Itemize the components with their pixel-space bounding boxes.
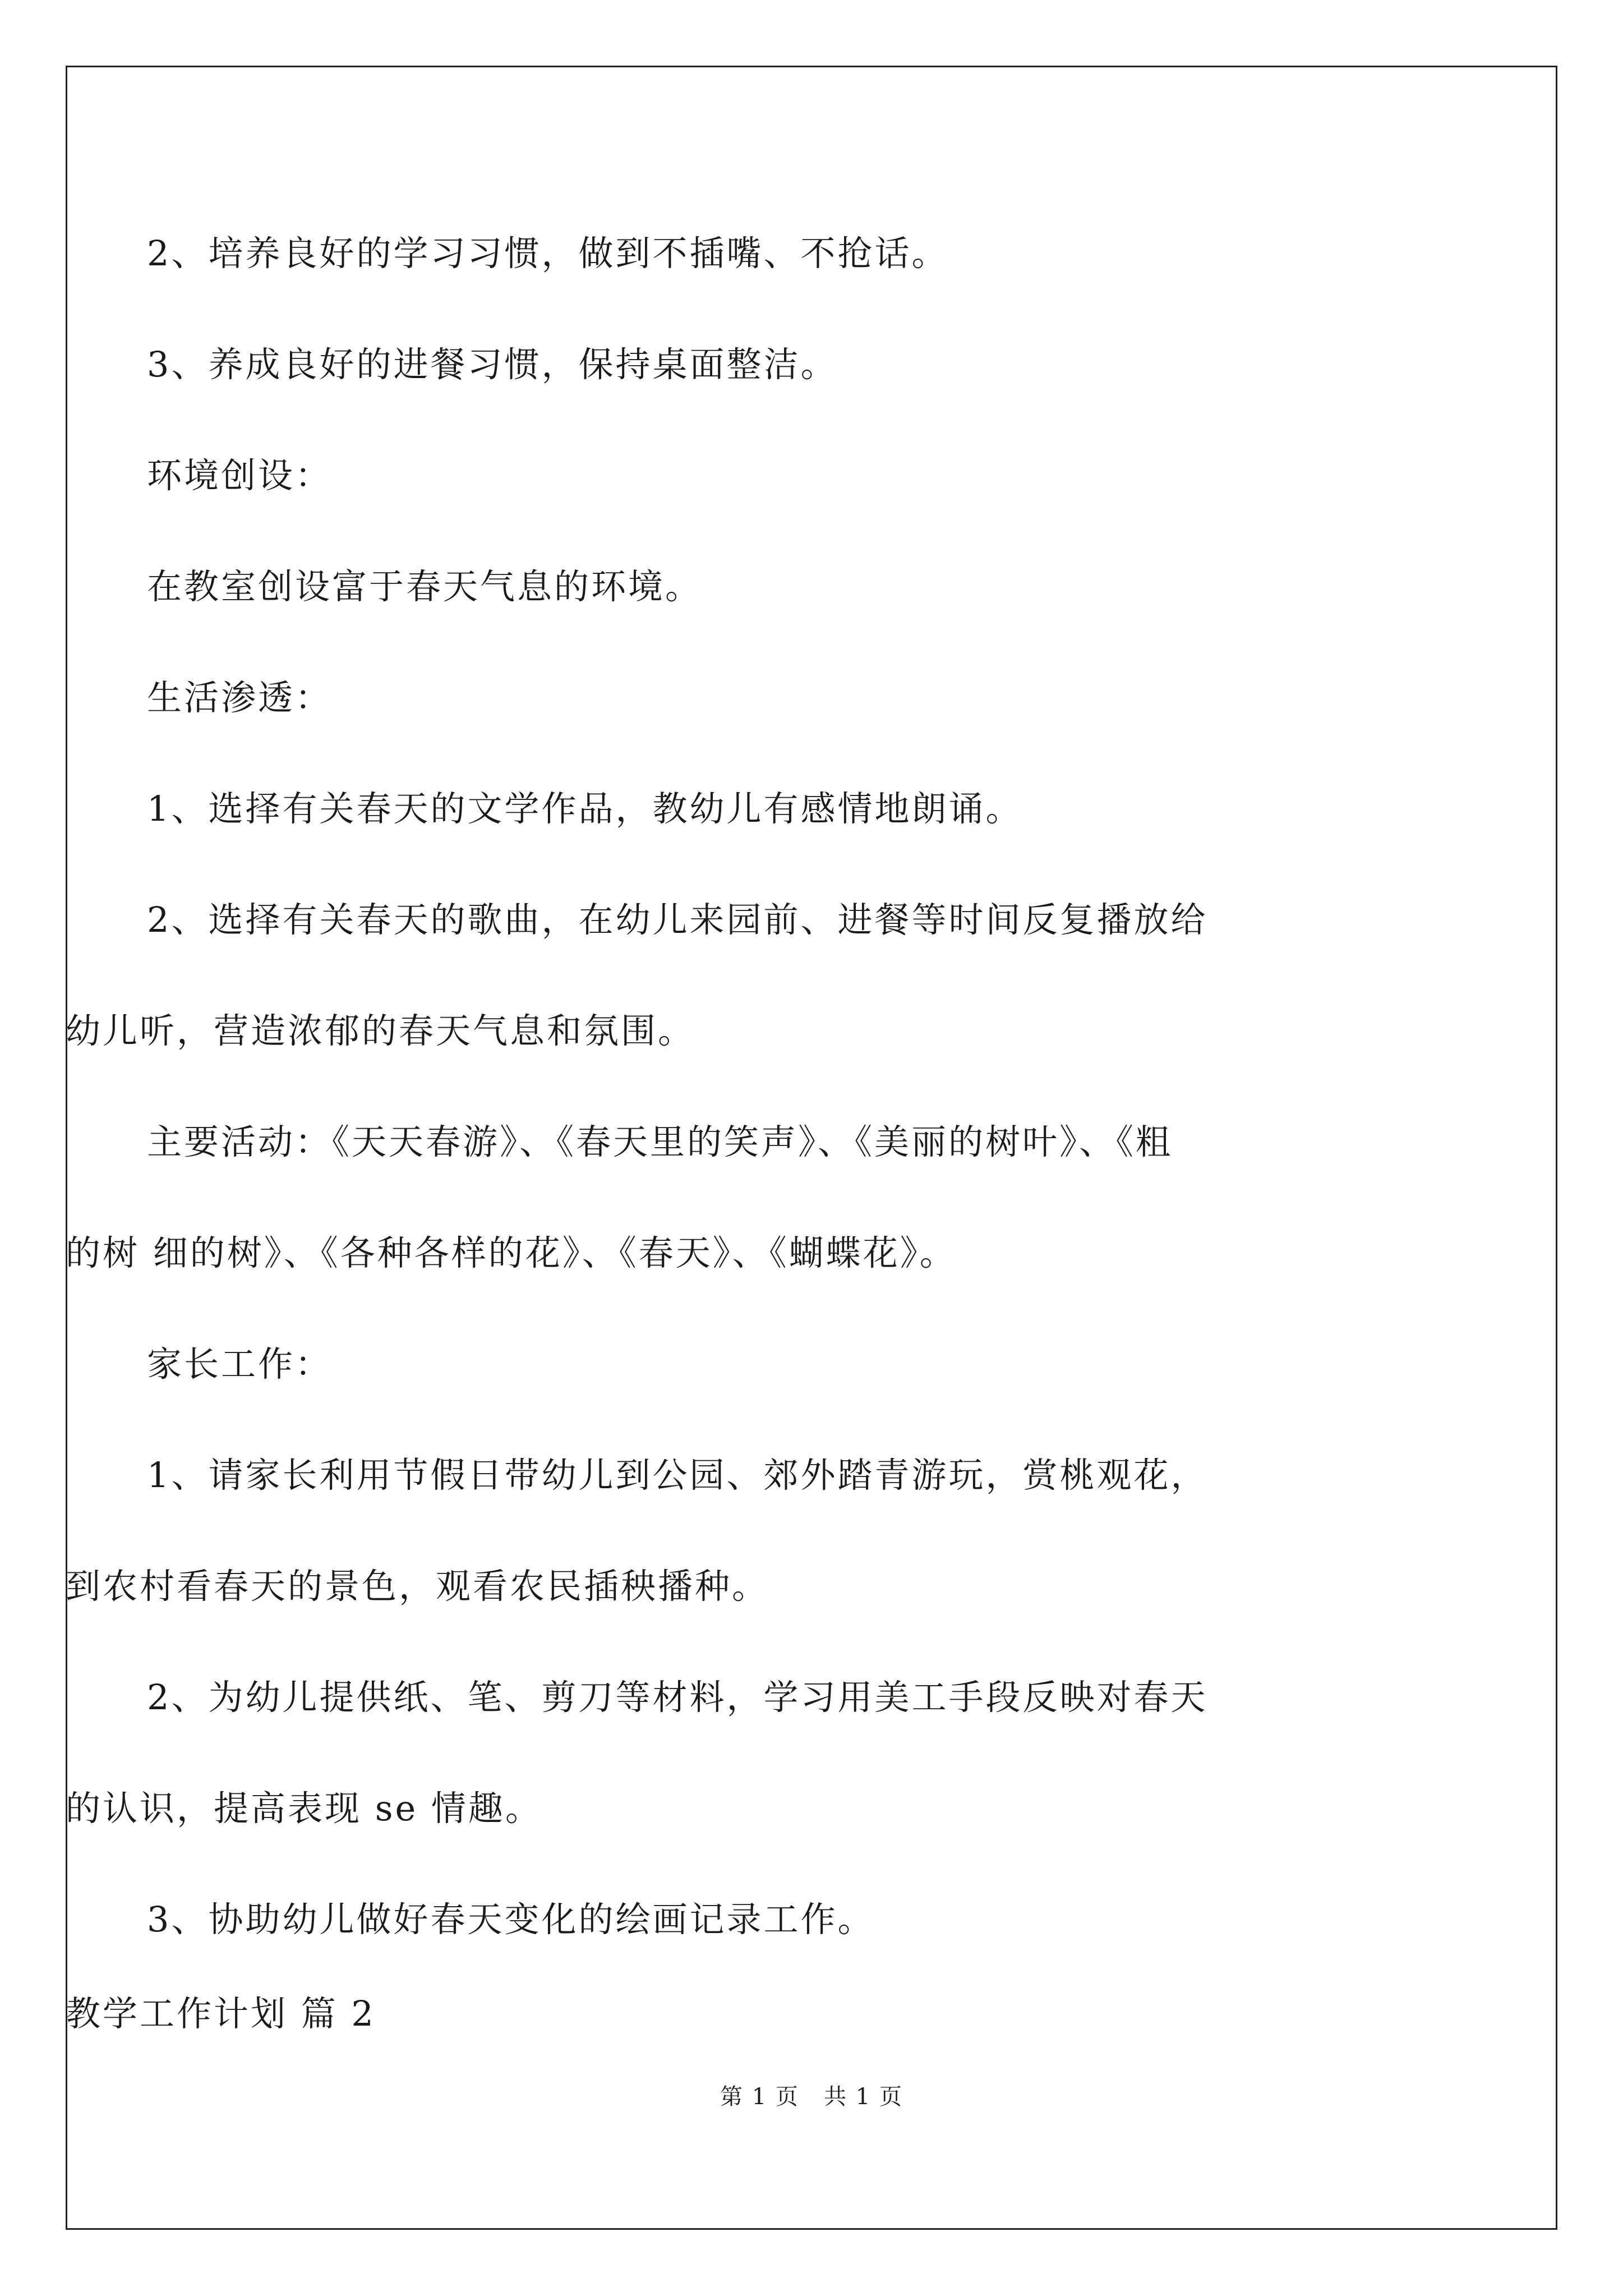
paragraph-line: 在教室创设富于春天气息的环境。 [147, 566, 703, 607]
paragraph-line: 2、为幼儿提供纸、笔、剪刀等材料，学习用美工手段反映对春天 [147, 1677, 1208, 1718]
paragraph-line: 到农村看春天的景色，观看农民插秧播种。 [66, 1566, 769, 1607]
paragraph-line: 的树 细的树》、《各种各样的花》、《春天》、《蝴蝶花》。 [66, 1232, 957, 1273]
page-number-footer: 第 1 页 共 1 页 [720, 2084, 903, 2110]
section-heading: 环境创设： [147, 455, 333, 496]
paragraph-line: 主要活动：《天天春游》、《春天里的笑声》、《美丽的树叶》、《粗 [147, 1121, 1173, 1162]
section-heading: 生活渗透： [147, 677, 333, 718]
paragraph-line: 幼儿听，营造浓郁的春天气息和氛围。 [66, 1010, 695, 1051]
paragraph-line: 3、养成良好的进餐习惯，保持桌面整洁。 [147, 344, 838, 385]
paragraph-line: 的认识，提高表现 se 情趣。 [66, 1788, 542, 1829]
paragraph-line: 1、请家长利用节假日带幼儿到公园、郊外踏青游玩，赏桃观花， [147, 1455, 1208, 1496]
section-heading: 家长工作： [147, 1343, 333, 1384]
paragraph-line: 1、选择有关春天的文学作品，教幼儿有感情地朗诵。 [147, 788, 1023, 829]
paragraph-line: 2、选择有关春天的歌曲，在幼儿来园前、进餐等时间反复播放给 [147, 899, 1208, 940]
paragraph-line: 3、协助幼儿做好春天变化的绘画记录工作。 [147, 1899, 875, 1940]
document-title: 教学工作计划 篇 2 [66, 1993, 376, 2034]
paragraph-line: 2、培养良好的学习习惯，做到不插嘴、不抢话。 [147, 233, 949, 274]
